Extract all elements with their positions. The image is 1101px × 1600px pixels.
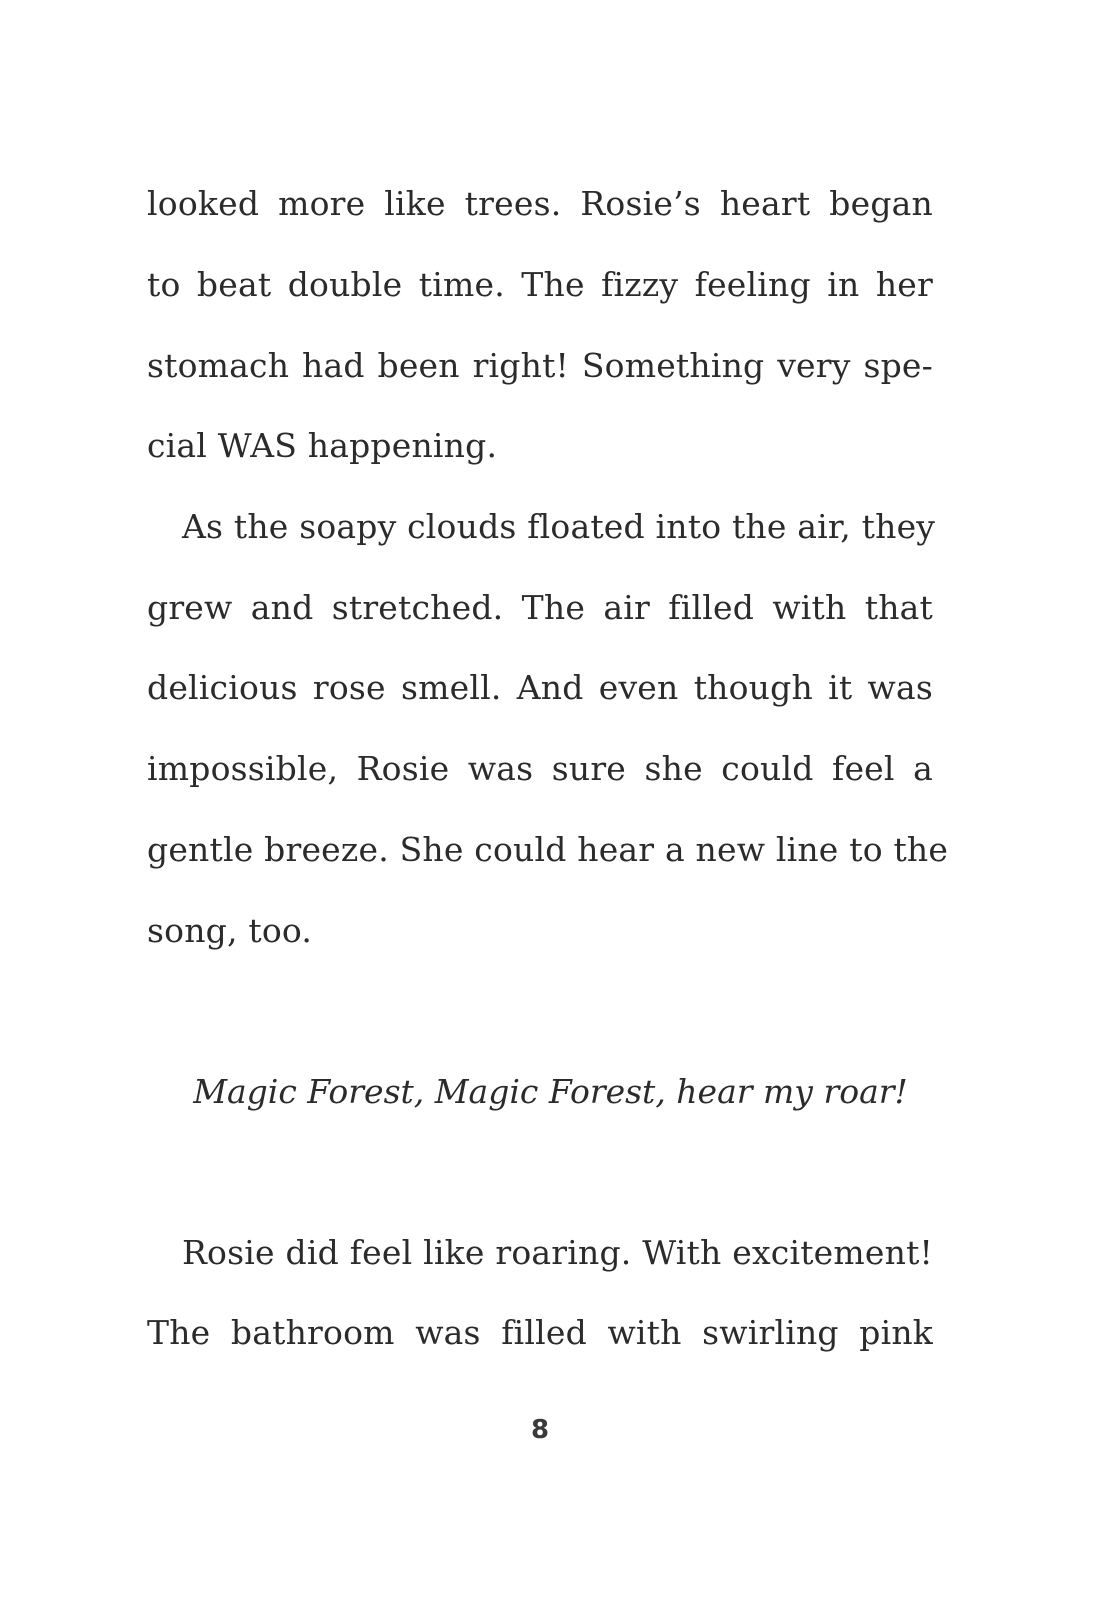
text-line: looked more like trees. Rosie’s heart began [147, 184, 933, 223]
text-line: As the soapy clouds floated into the air, they [182, 507, 936, 546]
text-line: cial WAS happening. [147, 426, 498, 465]
page-number: 8 [530, 1415, 550, 1445]
text-line: gentle breeze. She could hear a new line to the [147, 830, 949, 869]
text-line: delicious rose smell. And even though it was [147, 668, 933, 707]
text-line: song, too. [147, 911, 313, 950]
text-line: Rosie did feel like roaring. With excitement! [182, 1233, 933, 1272]
song-line: Magic Forest, Magic Forest, hear my roar! [193, 1072, 908, 1111]
text-line: grew and stretched. The air filled with that [147, 588, 933, 627]
text-line: The bathroom was filled with swirling pink [147, 1313, 933, 1352]
text-line: to beat double time. The fizzy feeling in her [147, 265, 933, 304]
text-line: impossible, Rosie was sure she could feel a [147, 749, 933, 788]
text-line: stomach had been right! Something very spe- [147, 346, 933, 385]
